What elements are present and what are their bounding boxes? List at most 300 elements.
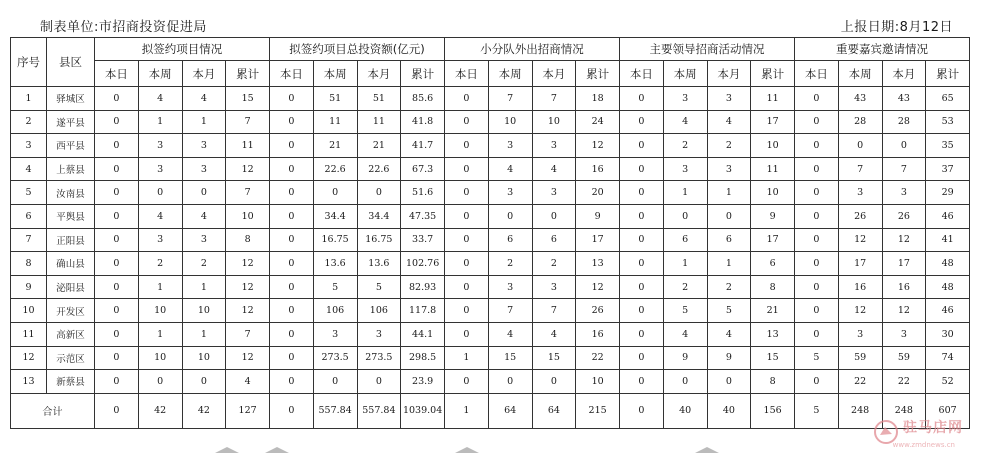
subheader-guest-invitations-month: 本月	[882, 61, 926, 87]
data-cell: 5	[357, 275, 401, 299]
data-cell: 0	[445, 370, 489, 394]
data-cell: 44.1	[401, 322, 445, 346]
data-cell: 0	[357, 181, 401, 205]
data-cell: 0	[663, 204, 707, 228]
report-table	[10, 37, 970, 429]
data-cell: 24	[576, 110, 620, 134]
data-cell: 0	[138, 181, 182, 205]
subheader-guest-invitations-total: 累计	[926, 61, 970, 87]
data-cell: 5	[707, 299, 751, 323]
data-cell: 0	[95, 370, 139, 394]
data-cell: 21	[357, 134, 401, 158]
data-cell: 4	[488, 157, 532, 181]
data-cell: 20	[576, 181, 620, 205]
data-cell: 1	[707, 181, 751, 205]
data-cell: 0	[620, 181, 664, 205]
bottom-edge-decoration	[215, 447, 775, 453]
data-cell: 13.6	[357, 252, 401, 276]
subheader-signed-projects-total: 累计	[226, 61, 270, 87]
data-cell: 15	[226, 87, 270, 111]
report-header	[10, 16, 971, 36]
data-cell: 11	[751, 87, 795, 111]
data-cell: 0	[795, 110, 839, 134]
data-cell: 0	[620, 134, 664, 158]
data-cell: 10	[138, 346, 182, 370]
data-cell: 22	[882, 370, 926, 394]
data-cell: 4	[663, 322, 707, 346]
data-cell: 3	[182, 228, 226, 252]
data-cell: 13.6	[313, 252, 357, 276]
row-seq-cell: 9	[11, 275, 47, 299]
header-row-groups	[11, 38, 970, 61]
table-row	[11, 204, 970, 228]
data-cell: 1	[182, 275, 226, 299]
data-cell: 0	[270, 157, 314, 181]
data-cell: 3	[882, 181, 926, 205]
table-row	[11, 134, 970, 158]
subheader-team-trips-week: 本周	[488, 61, 532, 87]
group-header-guest-invitations: 重要嘉宾邀请情况	[795, 38, 970, 61]
data-cell: 10	[488, 110, 532, 134]
data-cell: 0	[795, 252, 839, 276]
data-cell: 10	[532, 110, 576, 134]
report-date: 上报日期:8月12日	[840, 20, 953, 35]
total-cell: 607	[926, 393, 970, 428]
data-cell: 13	[751, 322, 795, 346]
data-cell: 0	[313, 370, 357, 394]
data-cell: 2	[532, 252, 576, 276]
subheader-signed-projects-week: 本周	[138, 61, 182, 87]
data-cell: 43	[882, 87, 926, 111]
data-cell: 3	[707, 157, 751, 181]
data-cell: 10	[182, 346, 226, 370]
data-cell: 12	[882, 228, 926, 252]
subheader-team-trips-total: 累计	[576, 61, 620, 87]
data-cell: 47.35	[401, 204, 445, 228]
row-seq-cell: 7	[11, 228, 47, 252]
data-cell: 7	[488, 299, 532, 323]
data-cell: 16.75	[357, 228, 401, 252]
data-cell: 11	[226, 134, 270, 158]
data-cell: 10	[226, 204, 270, 228]
data-cell: 7	[226, 110, 270, 134]
data-cell: 28	[882, 110, 926, 134]
subheader-leader-activities-total: 累计	[751, 61, 795, 87]
data-cell: 6	[751, 252, 795, 276]
data-cell: 12	[838, 299, 882, 323]
table-row	[11, 87, 970, 111]
data-cell: 0	[182, 370, 226, 394]
data-cell: 16	[838, 275, 882, 299]
total-cell: 64	[488, 393, 532, 428]
total-cell: 248	[838, 393, 882, 428]
table-row	[11, 252, 970, 276]
data-cell: 17	[882, 252, 926, 276]
data-cell: 0	[795, 228, 839, 252]
total-row	[11, 393, 970, 428]
subheader-guest-invitations-today: 本日	[795, 61, 839, 87]
col-seq-header: 序号	[11, 38, 47, 87]
data-cell: 30	[926, 322, 970, 346]
data-cell: 0	[445, 157, 489, 181]
data-cell: 0	[95, 204, 139, 228]
data-cell: 4	[138, 87, 182, 111]
data-cell: 26	[882, 204, 926, 228]
data-cell: 8	[751, 275, 795, 299]
row-county-cell: 西平县	[47, 134, 95, 158]
data-cell: 0	[620, 228, 664, 252]
data-cell: 12	[226, 275, 270, 299]
data-cell: 6	[532, 228, 576, 252]
table-row	[11, 181, 970, 205]
data-cell: 0	[838, 134, 882, 158]
data-cell: 0	[270, 228, 314, 252]
data-cell: 82.93	[401, 275, 445, 299]
data-cell: 3	[707, 87, 751, 111]
table-body	[11, 87, 970, 429]
data-cell: 28	[838, 110, 882, 134]
data-cell: 11	[313, 110, 357, 134]
data-cell: 10	[751, 134, 795, 158]
subheader-leader-activities-today: 本日	[620, 61, 664, 87]
data-cell: 2	[663, 134, 707, 158]
data-cell: 7	[882, 157, 926, 181]
data-cell: 273.5	[357, 346, 401, 370]
subheader-investment-week: 本周	[313, 61, 357, 87]
data-cell: 0	[620, 370, 664, 394]
data-cell: 2	[707, 275, 751, 299]
table-row	[11, 275, 970, 299]
data-cell: 46	[926, 204, 970, 228]
data-cell: 16	[576, 322, 620, 346]
data-cell: 2	[182, 252, 226, 276]
data-cell: 1	[445, 346, 489, 370]
data-cell: 15	[532, 346, 576, 370]
total-cell: 557.84	[357, 393, 401, 428]
row-county-cell: 泌阳县	[47, 275, 95, 299]
total-cell: 0	[620, 393, 664, 428]
total-cell: 127	[226, 393, 270, 428]
data-cell: 0	[95, 181, 139, 205]
data-cell: 29	[926, 181, 970, 205]
data-cell: 0	[620, 110, 664, 134]
row-seq-cell: 10	[11, 299, 47, 323]
data-cell: 0	[707, 370, 751, 394]
subheader-team-trips-today: 本日	[445, 61, 489, 87]
data-cell: 7	[488, 87, 532, 111]
data-cell: 26	[576, 299, 620, 323]
data-cell: 0	[620, 157, 664, 181]
data-cell: 4	[226, 370, 270, 394]
data-cell: 0	[270, 252, 314, 276]
data-cell: 5	[313, 275, 357, 299]
data-cell: 59	[882, 346, 926, 370]
subheader-investment-month: 本月	[357, 61, 401, 87]
data-cell: 106	[357, 299, 401, 323]
data-cell: 0	[95, 275, 139, 299]
subheader-leader-activities-week: 本周	[663, 61, 707, 87]
compiling-unit: 制表单位:市招商投资促进局	[40, 20, 207, 35]
data-cell: 3	[663, 157, 707, 181]
data-cell: 4	[707, 322, 751, 346]
data-cell: 59	[838, 346, 882, 370]
total-cell: 1039.04	[401, 393, 445, 428]
data-cell: 18	[576, 87, 620, 111]
data-cell: 0	[270, 134, 314, 158]
data-cell: 48	[926, 252, 970, 276]
data-cell: 0	[445, 134, 489, 158]
data-cell: 11	[751, 157, 795, 181]
table-row	[11, 370, 970, 394]
data-cell: 0	[795, 181, 839, 205]
row-seq-cell: 11	[11, 322, 47, 346]
data-cell: 17	[751, 110, 795, 134]
data-cell: 8	[226, 228, 270, 252]
total-cell: 248	[882, 393, 926, 428]
data-cell: 6	[488, 228, 532, 252]
row-county-cell: 示范区	[47, 346, 95, 370]
watermark-text: 驻马店网	[903, 420, 963, 436]
data-cell: 21	[751, 299, 795, 323]
data-cell: 1	[182, 322, 226, 346]
data-cell: 3	[182, 134, 226, 158]
table-row	[11, 346, 970, 370]
data-cell: 3	[138, 134, 182, 158]
data-cell: 34.4	[313, 204, 357, 228]
row-seq-cell: 4	[11, 157, 47, 181]
data-cell: 0	[445, 299, 489, 323]
watermark-url: www.zmdnews.cn	[892, 441, 955, 449]
data-cell: 0	[138, 370, 182, 394]
data-cell: 117.8	[401, 299, 445, 323]
data-cell: 0	[795, 87, 839, 111]
data-cell: 15	[488, 346, 532, 370]
group-header-investment: 拟签约项目总投资额(亿元)	[270, 38, 445, 61]
table-row	[11, 110, 970, 134]
data-cell: 0	[270, 299, 314, 323]
data-cell: 74	[926, 346, 970, 370]
data-cell: 10	[138, 299, 182, 323]
data-cell: 12	[226, 157, 270, 181]
data-cell: 0	[445, 275, 489, 299]
data-cell: 34.4	[357, 204, 401, 228]
data-cell: 9	[707, 346, 751, 370]
row-county-cell: 遂平县	[47, 110, 95, 134]
group-header-signed-projects: 拟签约项目情况	[95, 38, 270, 61]
data-cell: 48	[926, 275, 970, 299]
data-cell: 7	[838, 157, 882, 181]
total-cell: 40	[707, 393, 751, 428]
data-cell: 22.6	[313, 157, 357, 181]
subheader-team-trips-month: 本月	[532, 61, 576, 87]
data-cell: 67.3	[401, 157, 445, 181]
data-cell: 0	[95, 134, 139, 158]
data-cell: 4	[182, 204, 226, 228]
data-cell: 5	[795, 346, 839, 370]
total-cell: 557.84	[313, 393, 357, 428]
data-cell: 1	[663, 181, 707, 205]
data-cell: 12	[226, 346, 270, 370]
data-cell: 37	[926, 157, 970, 181]
data-cell: 0	[95, 346, 139, 370]
row-seq-cell: 12	[11, 346, 47, 370]
data-cell: 3	[357, 322, 401, 346]
row-seq-cell: 1	[11, 87, 47, 111]
data-cell: 1	[138, 110, 182, 134]
data-cell: 16	[576, 157, 620, 181]
header-row-periods	[11, 61, 970, 87]
data-cell: 4	[138, 204, 182, 228]
data-cell: 4	[488, 322, 532, 346]
subheader-signed-projects-month: 本月	[182, 61, 226, 87]
data-cell: 3	[838, 181, 882, 205]
data-cell: 10	[182, 299, 226, 323]
total-cell: 5	[795, 393, 839, 428]
data-cell: 3	[488, 181, 532, 205]
table-row	[11, 299, 970, 323]
data-cell: 0	[620, 275, 664, 299]
row-county-cell: 上蔡县	[47, 157, 95, 181]
data-cell: 17	[751, 228, 795, 252]
row-county-cell: 平舆县	[47, 204, 95, 228]
row-seq-cell: 5	[11, 181, 47, 205]
data-cell: 17	[576, 228, 620, 252]
table-row	[11, 228, 970, 252]
data-cell: 4	[532, 157, 576, 181]
data-cell: 22.6	[357, 157, 401, 181]
data-cell: 7	[226, 322, 270, 346]
data-cell: 65	[926, 87, 970, 111]
data-cell: 0	[795, 157, 839, 181]
data-cell: 0	[620, 252, 664, 276]
data-cell: 7	[532, 87, 576, 111]
total-cell: 64	[532, 393, 576, 428]
data-cell: 16	[882, 275, 926, 299]
row-seq-cell: 2	[11, 110, 47, 134]
group-header-team-trips: 小分队外出招商情况	[445, 38, 620, 61]
table-row	[11, 322, 970, 346]
data-cell: 0	[795, 322, 839, 346]
data-cell: 2	[663, 275, 707, 299]
data-cell: 1	[138, 275, 182, 299]
data-cell: 0	[445, 252, 489, 276]
total-cell: 156	[751, 393, 795, 428]
data-cell: 0	[795, 204, 839, 228]
data-cell: 0	[182, 181, 226, 205]
data-cell: 0	[488, 370, 532, 394]
data-cell: 12	[576, 134, 620, 158]
total-cell: 42	[138, 393, 182, 428]
data-cell: 9	[751, 204, 795, 228]
data-cell: 3	[663, 87, 707, 111]
data-cell: 0	[445, 181, 489, 205]
data-cell: 0	[95, 87, 139, 111]
data-cell: 0	[270, 275, 314, 299]
data-cell: 0	[795, 299, 839, 323]
data-cell: 22	[576, 346, 620, 370]
data-cell: 51.6	[401, 181, 445, 205]
data-cell: 0	[357, 370, 401, 394]
data-cell: 21	[313, 134, 357, 158]
data-cell: 35	[926, 134, 970, 158]
data-cell: 0	[445, 322, 489, 346]
subheader-investment-today: 本日	[270, 61, 314, 87]
total-label-cell: 合计	[11, 393, 95, 428]
data-cell: 8	[751, 370, 795, 394]
row-county-cell: 确山县	[47, 252, 95, 276]
data-cell: 0	[882, 134, 926, 158]
data-cell: 0	[620, 322, 664, 346]
total-cell: 0	[95, 393, 139, 428]
data-cell: 0	[270, 370, 314, 394]
data-cell: 10	[751, 181, 795, 205]
data-cell: 0	[532, 204, 576, 228]
data-cell: 6	[707, 228, 751, 252]
subheader-signed-projects-today: 本日	[95, 61, 139, 87]
data-cell: 3	[488, 134, 532, 158]
total-cell: 42	[182, 393, 226, 428]
data-cell: 5	[663, 299, 707, 323]
data-cell: 41	[926, 228, 970, 252]
row-seq-cell: 6	[11, 204, 47, 228]
data-cell: 46	[926, 299, 970, 323]
data-cell: 17	[838, 252, 882, 276]
data-cell: 2	[707, 134, 751, 158]
data-cell: 12	[226, 252, 270, 276]
data-cell: 51	[357, 87, 401, 111]
data-cell: 4	[532, 322, 576, 346]
data-cell: 13	[576, 252, 620, 276]
data-cell: 12	[576, 275, 620, 299]
row-seq-cell: 8	[11, 252, 47, 276]
row-county-cell: 驿城区	[47, 87, 95, 111]
data-cell: 43	[838, 87, 882, 111]
data-cell: 7	[226, 181, 270, 205]
data-cell: 0	[95, 252, 139, 276]
data-cell: 106	[313, 299, 357, 323]
data-cell: 10	[576, 370, 620, 394]
data-cell: 1	[138, 322, 182, 346]
data-cell: 0	[445, 204, 489, 228]
data-cell: 12	[838, 228, 882, 252]
data-cell: 0	[445, 87, 489, 111]
data-cell: 0	[488, 204, 532, 228]
data-cell: 0	[620, 299, 664, 323]
data-cell: 12	[882, 299, 926, 323]
data-cell: 23.9	[401, 370, 445, 394]
data-cell: 0	[620, 204, 664, 228]
data-cell: 3	[838, 322, 882, 346]
col-county-header: 县区	[47, 38, 95, 87]
data-cell: 0	[270, 110, 314, 134]
data-cell: 3	[882, 322, 926, 346]
data-cell: 22	[838, 370, 882, 394]
data-cell: 4	[182, 87, 226, 111]
data-cell: 0	[95, 322, 139, 346]
data-cell: 3	[532, 181, 576, 205]
data-cell: 0	[445, 110, 489, 134]
total-cell: 215	[576, 393, 620, 428]
data-cell: 298.5	[401, 346, 445, 370]
data-cell: 2	[138, 252, 182, 276]
data-cell: 1	[663, 252, 707, 276]
data-cell: 0	[795, 134, 839, 158]
group-header-leader-activities: 主要领导招商活动情况	[620, 38, 795, 61]
data-cell: 1	[707, 252, 751, 276]
data-cell: 85.6	[401, 87, 445, 111]
row-county-cell: 正阳县	[47, 228, 95, 252]
data-cell: 0	[270, 204, 314, 228]
